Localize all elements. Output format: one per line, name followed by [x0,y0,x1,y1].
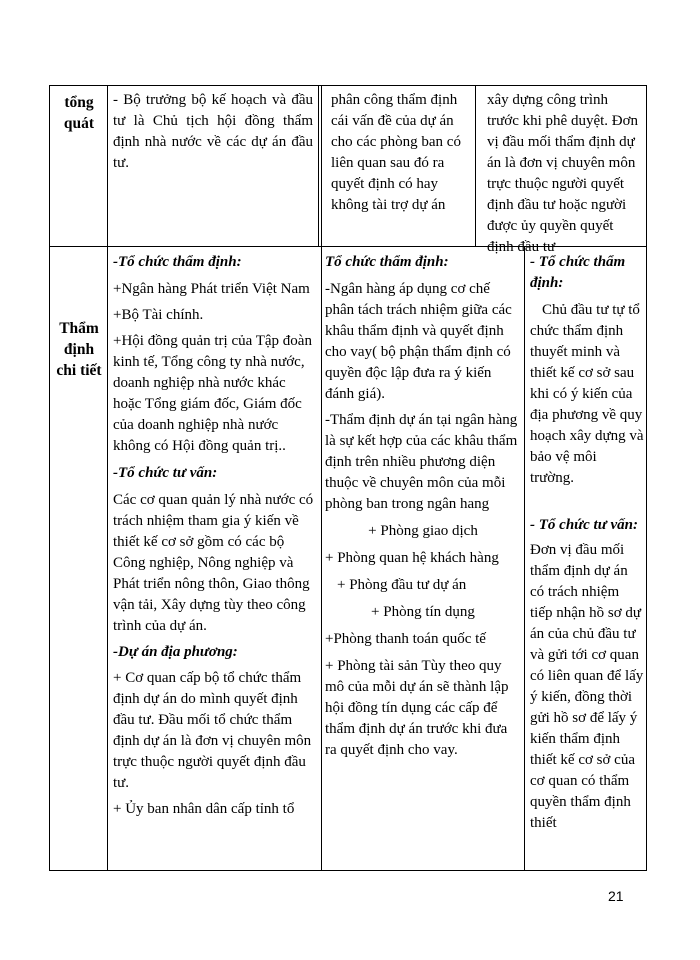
col2-item-co-che: -Ngân hàng áp dụng cơ chế phân tách trách nhiệm giữa các khâu thẩm định và quyết định cho vay( bộ phận thẩm định có quyền độc lập đưa ra ý kiến đánh giá). [325,281,512,402]
row1-label: tổng quát [63,94,95,132]
col3-heading-to-chuc-tu-van: - Tổ chức tư vấn: [530,517,638,533]
col-divider-1 [107,86,108,870]
col2-item-phong-giao-dich: + Phòng giao dịch [368,523,478,539]
row1-col2: phân công thẩm định cái vấn đề của dự án cho các phòng ban có liên quan sau đó ra quyết định có hay không tài trợ dự án [331,92,461,213]
col3-heading-to-chuc-tham-dinh: - Tổ chức thẩm định: [530,254,626,291]
row2-col1 [113,252,315,820]
row2-col3 [530,252,644,834]
row2-label: Thẩm định chi tiết [56,320,102,379]
col2-item-ket-hop: -Thẩm định dự án tại ngân hàng là sự kết hợp của các khâu thẩm định trên nhiều phương diện thuộc về chuyên môn của mỗi phòng ban trong ngân hang [325,412,518,512]
col3-item-chu-dau-tu: Chủ đầu tư tự tổ chức thẩm định thuyết minh và thiết kế cơ sở sau khi có ý kiến của địa phương về quy hoạch xây dựng và bảo vệ môi trường. [530,302,644,486]
col1-heading-du-an-dia-phuong: -Dự án địa phương: [113,644,238,660]
col2-item-phong-dau-tu: + Phòng đầu tư dự án [337,577,467,593]
col2-item-phong-tai-san: + Phòng tài sản Tùy theo quy mô của mỗi dự án sẽ thành lập hội đồng tín dụng các cấp để thẩm định dự án trước khi đưa ra quyết định cho vay. [325,658,509,758]
comparison-table [49,85,647,871]
col1-item-uy-ban: + Ủy ban nhân dân cấp tỉnh tổ [113,801,295,817]
col1-heading-to-chuc-tu-van: -Tổ chức tư vấn: [113,465,218,481]
col-divider-2 [318,86,319,246]
col2-item-phong-tin-dung: + Phòng tín dụng [371,604,475,620]
page-number: 21 [608,888,624,904]
row1-col1: - Bộ trưởng bộ kế hoạch và đầu tư là Chủ tịch hội đồng thẩm định nhà nước về các dự án đầu tư. [113,92,313,171]
col1-heading-to-chuc-tham-dinh: -Tổ chức thẩm định: [113,254,242,270]
col1-item-bo-tai-chinh: +Bộ Tài chính. [113,307,204,323]
col-divider-3 [475,86,476,246]
col1-item-co-quan-quan-ly: Các cơ quan quản lý nhà nước có trách nhiệm tham gia ý kiến về thiết kế cơ sở gồm có các bộ Công nghiệp, Nông nghiệp và Phát triển nông thôn, Giao thông vận tải, Xây dựng tùy theo công trình của dự án. [113,492,314,634]
col1-item-co-quan-cap-bo: + Cơ quan cấp bộ tổ chức thẩm định dự án do mình quyết định đầu tư. Đầu mối tổ chức thẩm định dự án là đơn vị chuyên môn trực thuộc người quyết định đầu tư. [113,670,312,791]
col2-item-phong-thanh-toan: +Phòng thanh toán quốc tế [325,631,486,647]
row2-col2 [325,252,521,761]
col1-item-hoi-dong: +Hội đồng quản trị của Tập đoàn kinh tế, Tổng công ty nhà nước, doanh nghiệp nhà nước khác hoặc Tổng giám đốc, Giám đốc của doanh nghiệp nhà nước không có Hội đồng quản trị.. [113,333,312,454]
col2-heading-to-chuc-tham-dinh: Tổ chức thẩm định: [325,254,449,270]
col1-item-ngan-hang: +Ngân hàng Phát triển Việt Nam [113,281,310,297]
col3-item-don-vi-dau-moi: Đơn vị đầu mối thẩm định dự án có trách nhiệm tiếp nhận hồ sơ dự án của chủ đầu tư và gửi tới cơ quan có liên quan để lấy ý kiến, đồng thời gửi hồ sơ để lấy ý kiến thẩm định thiết kế cơ sở của cơ quan có thẩm quyền thẩm định thiết [530,542,644,831]
row1-col3: xây dựng công trình trước khi phê duyệt. Đơn vị đầu mối thẩm định dự án là đơn vị chuyên môn trực thuộc người quyết định đầu tư hoặc người được ủy quyền quyết định đầu tư [487,92,639,255]
col-divider-3b [524,246,525,870]
col-divider-2b [321,86,322,870]
col2-item-phong-quan-he: + Phòng quan hệ khách hàng [325,550,499,566]
